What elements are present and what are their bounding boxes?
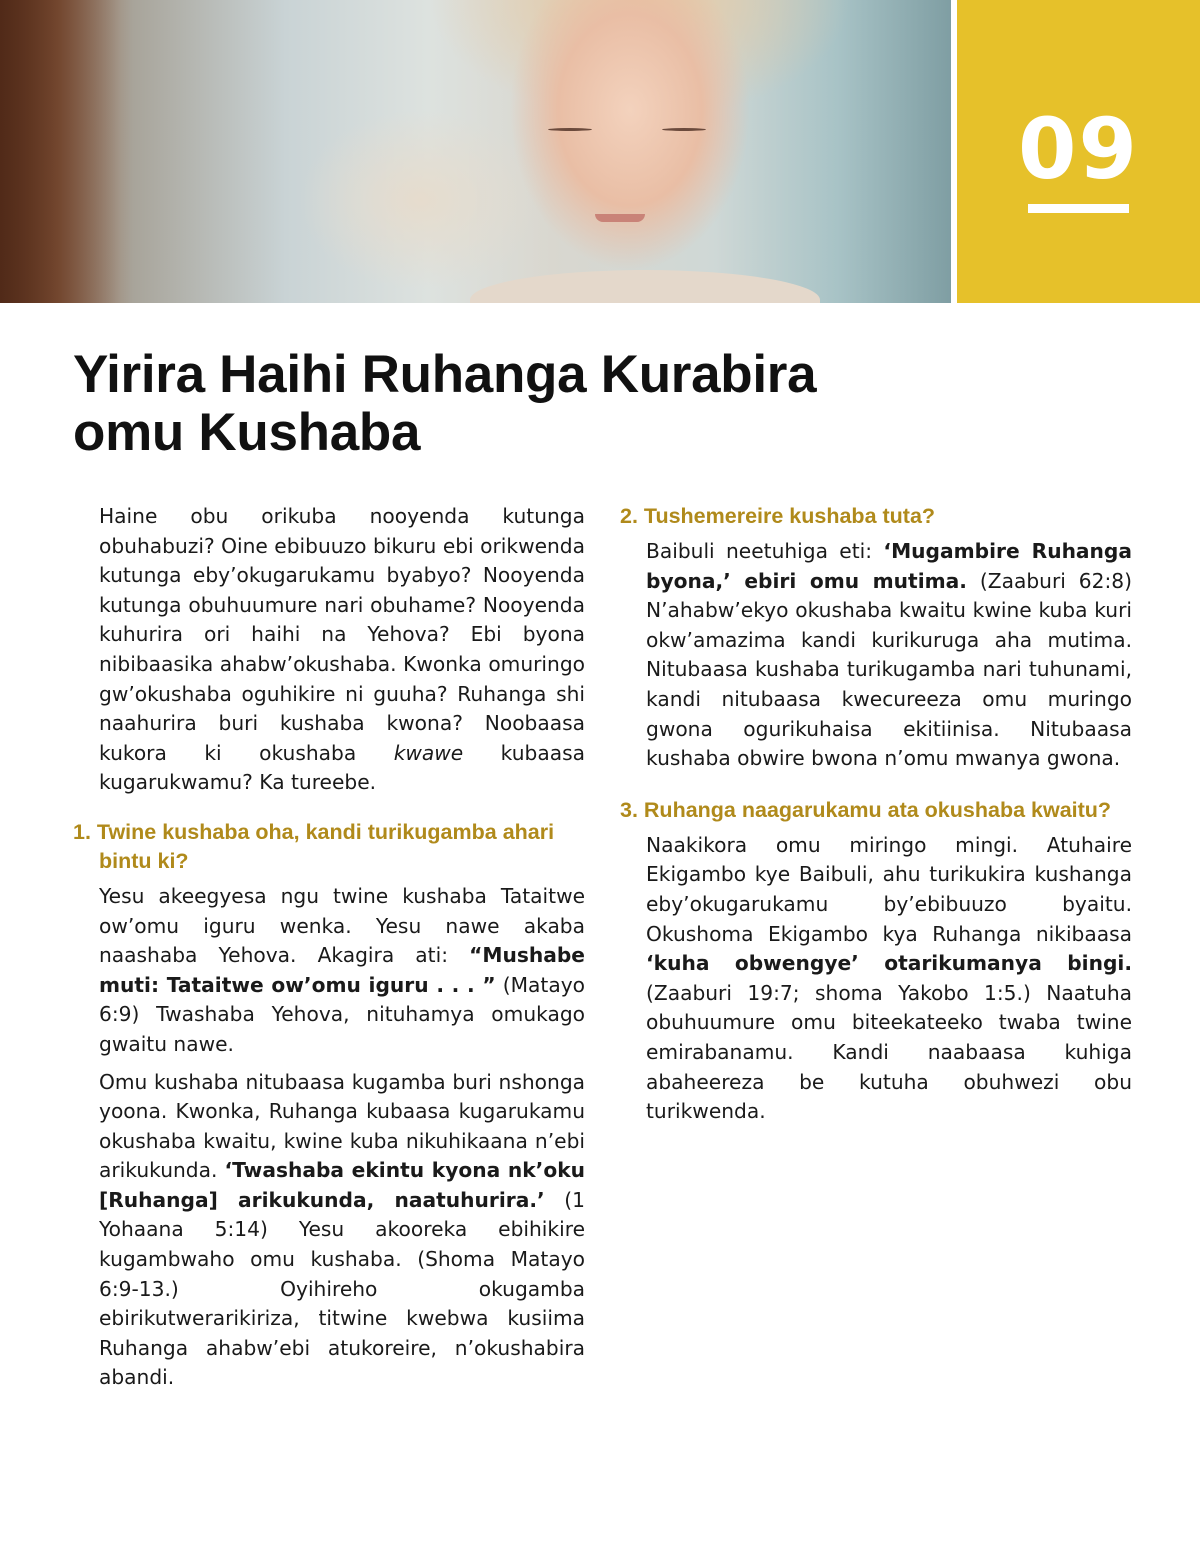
intro-paragraph	[99, 502, 585, 798]
lesson-number-underline	[1028, 204, 1129, 213]
section-1-paragraph-1	[99, 882, 585, 1060]
section-1-paragraph-2	[99, 1068, 585, 1394]
scripture-quote: ‘kuha obwengye’ otarikumanya bingi.	[646, 951, 1132, 976]
section-heading-1: 1. Twine kushaba oha, kandi turikugamba ahari bintu ki?	[73, 819, 555, 873]
emphasis-text: kwawe	[393, 740, 464, 765]
text-run: Haine obu orikuba nooyenda kutunga obuhabuzi? Oine ebibuuzo bikuru ebi orikwenda kutunga eby’okugarukamu byabyo? Nooyenda kutunga obuhuumure nari obuhame? Nooyenda kuhurira ori haihi na Yehova? Ebi byona nibibaasika ahabw’okushaba. Kwonka omuringo gw’okushaba oguhikire ni guuha? Ruhanga shi naahurira buri kushaba kwona? Noobaasa kukora ki okushaba	[99, 504, 585, 765]
header-photo-praying-woman	[0, 0, 951, 303]
text-run: (1 Yohaana 5:14) Yesu akooreka ebihikire kugambwaho omu kushaba. (Shoma Matayo 6:9-13.) Oyihireho okugamba ebirikutwerarikiriza, titwine kwebwa kusiima Ruhanga ahabw’ebi atukoreire, n’okushabira abandi.	[99, 1187, 585, 1390]
page-title: Yirira Haihi Ruhanga Kurabira omu Kushaba	[73, 345, 817, 462]
text-run: kubaasa kugarukwamu? Ka tureebe.	[99, 740, 585, 795]
photo-mouth	[595, 214, 645, 222]
scripture-quote: ‘Mugambire Ruhanga byona,’ ebiri omu mutima.	[646, 539, 1133, 593]
photo-eye-left	[548, 128, 592, 131]
left-column	[73, 502, 585, 1401]
text-run: (Matayo 6:9) Twashaba Yehova, nituhamya omukago gwaitu nawe.	[99, 972, 585, 1056]
text-run: (Zaaburi 62:8) N’ahabw’ekyo okushaba kwaitu kwine kuba kuri okw’amazima kandi kurikuruga aha mutima. Nitubaasa kushaba turikugamba nari tuhunami, kandi nitubaasa kwecureeza omu muringo gwona ogurikuhaisa ekitiinisa. Nitubaasa kushaba obwire bwona n’omu mwanya gwona.	[646, 568, 1132, 771]
section-3-paragraph-1	[646, 831, 1132, 1127]
photo-eye-right	[662, 128, 706, 131]
lesson-number-badge	[957, 0, 1200, 303]
photo-shadow	[0, 0, 120, 303]
photo-shoulder	[470, 270, 820, 303]
scripture-quote: ‘Twashaba ekintu kyona nk’oku [Ruhanga] arikukunda, naatuhurira.’	[99, 1158, 585, 1212]
section-2-paragraph-1	[646, 537, 1132, 774]
text-run: Baibuli neetuhiga eti:	[646, 539, 884, 563]
text-run: (Zaaburi 19:7; shoma Yakobo 1:5.) Naatuha obuhuumure omu biteekateeko twaba twine emirabanamu. Kandi naabaasa kuhiga abaheereza be kutuha obuhwezi obu turikwenda.	[646, 980, 1132, 1124]
text-run: Naakikora omu miringo mingi. Atuhaire Ekigambo kye Baibuli, ahu turikukira kushanga eby’okugarukamu by’ebibuuzo byaitu. Okushoma Ekigambo kya Ruhanga nikibaasa	[646, 832, 1132, 946]
section-heading-2: 2. Tushemereire kushaba tuta?	[620, 504, 936, 528]
section-heading-3: 3. Ruhanga naagarukamu ata okushaba kwaitu?	[620, 797, 1112, 822]
scripture-quote: “Mushabe muti: Tataitwe ow’omu iguru . . . ”	[99, 943, 585, 997]
lesson-number: 09	[1018, 100, 1139, 198]
text-run: Omu kushaba nitubaasa kugamba buri nshonga yoona. Kwonka, Ruhanga kubaasa kugarukamu okushaba kwaitu, kwine kuba nikuhikaana n’ebi arikukunda.	[99, 1069, 585, 1183]
right-column	[620, 502, 1132, 1135]
text-run: Yesu akeegyesa ngu twine kushaba Tataitwe ow’omu iguru wenka. Yesu nawe akaba naashaba Yehova. Akagira ati:	[99, 883, 585, 968]
